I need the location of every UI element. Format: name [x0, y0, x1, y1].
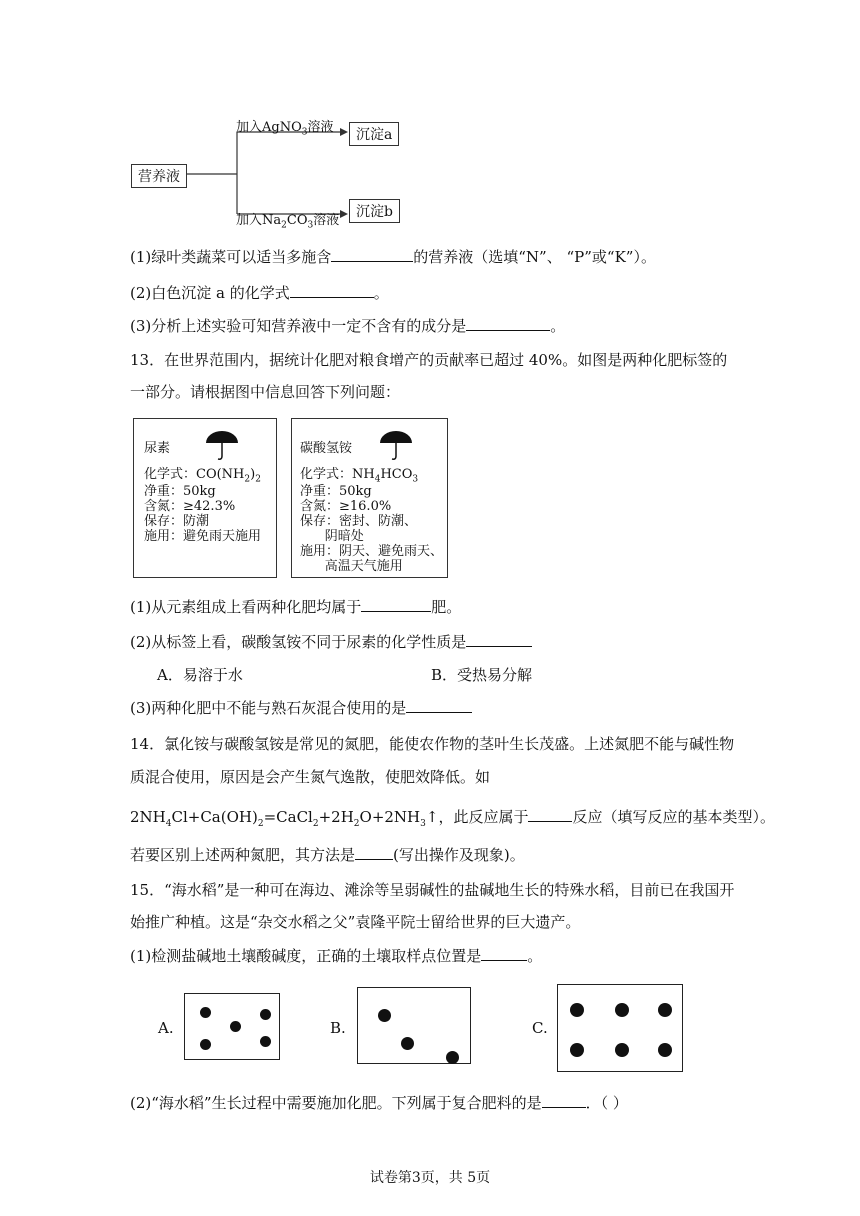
answer-blank[interactable] — [331, 247, 413, 262]
branch-top-label: 加入AgNO$_3$溶液 — [236, 120, 334, 138]
answer-blank[interactable] — [361, 597, 431, 612]
answer-blank[interactable] — [406, 698, 472, 713]
q15-part1: (1)检测盐碱地土壤酸碱度，正确的土壤取样点位置是 。 — [130, 947, 543, 965]
ammonium-bicarbonate-formula: 化学式：$NH_4HCO_3$ — [300, 467, 419, 485]
sampling-plot-c[interactable] — [557, 984, 683, 1072]
urea-usage: 施用：避免雨天施用 — [144, 529, 262, 544]
ammonium-bicarbonate-nitrogen: 含氮：≥16.0% — [300, 499, 392, 514]
ammonium-bicarbonate-storage: 保存：密封、防潮、 — [300, 514, 418, 529]
sample-point — [570, 1003, 584, 1017]
sample-point — [570, 1043, 584, 1057]
answer-blank[interactable] — [466, 632, 532, 647]
sample-point — [658, 1003, 672, 1017]
q14-stem-line1: 14．氯化铵与碳酸氢铵是常见的氮肥，能使农作物的茎叶生长茂盛。上述氮肥不能与碱性物 — [130, 735, 735, 753]
q14-equation-line: $2NH_4Cl+Ca(OH)_2=CaCl_2+2H_2O+2NH_3↑$，此反应属于 反应（填写反应的基本类型）。 — [130, 808, 775, 829]
q13-option-b[interactable]: B．受热易分解 — [431, 666, 533, 684]
q13-part1: (1)从元素组成上看两种化肥均属于 肥。 — [130, 598, 462, 616]
branch-bottom-label: 加入$Na_2CO_3$溶液 — [236, 213, 340, 231]
sample-point — [200, 1039, 211, 1050]
answer-blank[interactable] — [528, 807, 572, 822]
urea-weight: 净重：50kg — [144, 484, 216, 499]
answer-blank[interactable] — [542, 1093, 586, 1108]
q14-part-distinguish: 若要区别上述两种氮肥，其方法是 (写出操作及现象)。 — [130, 846, 525, 864]
sampling-plot-a[interactable] — [184, 993, 280, 1060]
urea-label-name: 尿素 — [144, 441, 171, 456]
sample-point — [378, 1009, 391, 1022]
q13-option-a[interactable]: A．易溶于水 — [157, 666, 243, 684]
q13-part2: (2)从标签上看，碳酸氢铵不同于尿素的化学性质是 — [130, 632, 532, 652]
sample-point — [401, 1037, 414, 1050]
sampling-option-b-label[interactable]: B. — [330, 1019, 346, 1037]
sampling-option-a-label[interactable]: A. — [158, 1019, 174, 1037]
ammonium-bicarbonate-weight: 净重：50kg — [300, 484, 372, 499]
sample-point — [230, 1021, 241, 1032]
sample-point — [446, 1051, 459, 1064]
urea-nitrogen: 含氮：≥42.3% — [144, 499, 236, 514]
sample-point — [615, 1003, 629, 1017]
answer-blank[interactable] — [481, 946, 527, 961]
q15-stem-line1: 15．“海水稻”是一种可在海边、滩涂等呈弱碱性的盐碱地生长的特殊水稻，目前已在我国开 — [130, 881, 735, 899]
answer-blank[interactable] — [355, 845, 393, 860]
sampling-option-c-label[interactable]: C. — [532, 1019, 548, 1037]
sample-point — [260, 1036, 271, 1047]
q14-stem-line2: 质混合使用，原因是会产生氮气逸散，使肥效降低。如 — [130, 768, 491, 786]
ammonium-bicarbonate-label-name: 碳酸氢铵 — [300, 441, 353, 456]
ammonium-bicarbonate-usage-cont: 高温天气施用 — [300, 559, 403, 574]
ammonium-bicarbonate-storage-cont: 阴暗处 — [300, 529, 364, 544]
q12-part1: (1)绿叶类蔬菜可以适当多施含 的营养液（选填“N”、 “P”或“K”）。 — [130, 248, 656, 266]
page-footer: 试卷第3页，共 5页 — [369, 1170, 491, 1186]
sample-point — [615, 1043, 629, 1057]
answer-blank[interactable] — [290, 283, 374, 298]
q13-part3: (3)两种化肥中不能与熟石灰混合使用的是 — [130, 698, 472, 718]
q13-stem-line2: 一部分。请根据图中信息回答下列问题： — [130, 383, 401, 401]
sample-point — [260, 1009, 271, 1020]
q13-stem-line1: 13．在世界范围内，据统计化肥对粮食增产的贡献率已超过 40%。如图是两种化肥标签的 — [130, 351, 728, 369]
urea-formula: 化学式：$CO(NH_2)_2$ — [144, 467, 261, 485]
keep-dry-umbrella-icon — [378, 429, 414, 461]
answer-blank[interactable] — [466, 316, 550, 331]
sample-point — [200, 1007, 211, 1018]
sampling-plot-b[interactable] — [357, 987, 471, 1064]
keep-dry-umbrella-icon — [204, 429, 240, 461]
q12-part3: (3)分析上述实验可知营养液中一定不含有的成分是 。 — [130, 317, 566, 335]
q12-part2: (2)白色沉淀 a 的化学式 。 — [130, 284, 389, 302]
ammonium-bicarbonate-usage: 施用：阴天、避免雨天、 — [300, 544, 444, 559]
ammonium-bicarbonate-label-card — [291, 418, 448, 578]
precipitate-a-node: 沉淀a — [349, 122, 399, 146]
precipitate-b-node: 沉淀b — [349, 199, 400, 223]
q15-stem-line2: 始推广种植。这是“杂交水稻之父”袁隆平院士留给世界的巨大遗产。 — [130, 913, 581, 931]
q15-part2: (2)“海水稻”生长过程中需要施加化肥。下列属于复合肥料的是 ．（ ） — [130, 1094, 628, 1112]
urea-label-card — [133, 418, 277, 578]
urea-storage: 保存：防潮 — [144, 514, 210, 529]
nutrient-solution-node: 营养液 — [131, 164, 187, 188]
sample-point — [658, 1043, 672, 1057]
